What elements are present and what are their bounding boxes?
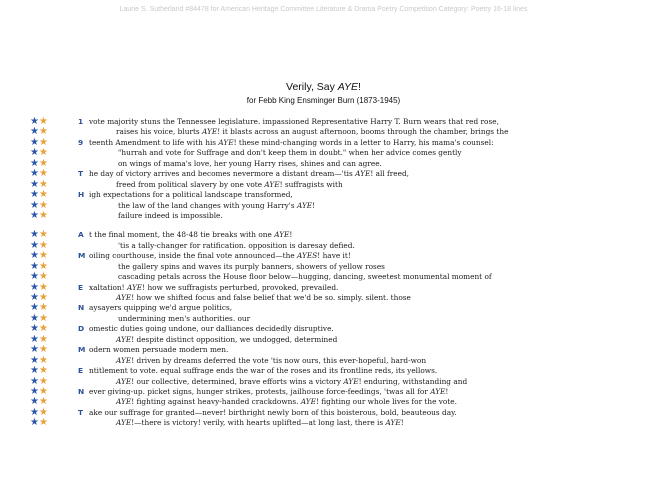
poem-line-text: "hurrah and vote for Suffrage and don't keep them in doubt." when her advice comes gently	[118, 148, 462, 158]
acrostic-letter: N	[78, 303, 85, 313]
gold-star-icon: ★	[38, 312, 48, 324]
gold-star-icon: ★	[38, 178, 48, 190]
blue-star-icon: ★	[30, 354, 39, 366]
blue-star-icon: ★	[30, 209, 39, 221]
gold-star-icon: ★	[38, 136, 48, 148]
blue-star-icon: ★	[30, 271, 39, 283]
gold-star-icon: ★	[38, 157, 48, 169]
gold-star-icon: ★	[38, 417, 48, 429]
poem-line-text: omestic duties going undone, our dalliances decidedly disruptive.	[89, 324, 334, 334]
gold-star-icon: ★	[38, 168, 48, 180]
acrostic-letter: N	[78, 386, 85, 396]
poem-line	[30, 324, 630, 334]
poem-line	[30, 303, 630, 313]
gold-star-icon: ★	[38, 250, 48, 262]
gold-star-icon: ★	[38, 199, 48, 211]
gold-star-icon: ★	[38, 189, 48, 201]
blue-star-icon: ★	[30, 281, 39, 293]
poem-line-text: AYE! how we shifted focus and false belief that we'd be so. simply. silent. those	[116, 293, 411, 302]
acrostic-letter: D	[78, 324, 85, 334]
poem-line	[30, 335, 630, 345]
poem-line-text: AYE! fighting against heavy-handed crackdowns. AYE! fighting our whole lives for the vote.	[116, 397, 457, 407]
blue-star-icon: ★	[30, 250, 39, 262]
poem-line	[30, 138, 630, 148]
poem-line-text: vote majority stuns the Tennessee legislature. impassioned Representative Harry T. Burn wears that red rose,	[89, 117, 499, 126]
poem-line-text: cascading petals across the House floor below—hugging, dancing, sweetest monumental moment of	[118, 272, 492, 282]
poem-title: Verily, Say AYE!	[286, 81, 361, 93]
gold-star-icon: ★	[38, 344, 48, 356]
gold-star-icon: ★	[38, 323, 48, 335]
acrostic-letter: 9	[78, 137, 84, 147]
poem-line-text: the gallery spins and waves its purply banners, showers of yellow roses	[118, 261, 385, 271]
blue-star-icon: ★	[30, 157, 39, 169]
gold-star-icon: ★	[38, 147, 48, 159]
poem-line-text: teenth Amendment to life with his AYE! these mind-changing words in a letter to Harry, his mama's counsel:	[89, 137, 494, 147]
blue-star-icon: ★	[30, 126, 39, 138]
star-icons	[30, 418, 70, 428]
poem-line	[30, 314, 630, 324]
gold-star-icon: ★	[38, 116, 48, 127]
gold-star-icon: ★	[38, 209, 48, 221]
poem-line	[30, 148, 630, 158]
poem-line-text: freed from political slavery by one vote AYE! suffragists with	[116, 179, 343, 189]
poem-line	[30, 180, 630, 190]
poem-line-text: xaltation! AYE! how we suffragists perturbed, provoked, prevailed.	[89, 282, 339, 292]
star-icons	[30, 211, 70, 221]
poem-line	[30, 345, 630, 355]
poem-line-text: undermining men's authorities. our	[118, 313, 251, 323]
blue-star-icon: ★	[30, 385, 39, 397]
poem-line-text: AYE! our collective, determined, brave efforts wins a victory AYE! enduring, withstanding and	[116, 376, 468, 386]
poem-line	[30, 377, 630, 387]
stanza-break	[30, 221, 630, 230]
poem-line-text: igh expectations for a political landscape transformed,	[89, 190, 293, 200]
blue-star-icon: ★	[30, 333, 39, 345]
document-header: Laurie S. Sutherland #84478 for American Heritage Committee Literature & Drama Poetry Competition Category: Poetry 16-18 lines	[119, 6, 528, 13]
blue-star-icon: ★	[30, 239, 39, 251]
gold-star-icon: ★	[38, 375, 48, 387]
poem-line-text: odern women persuade modern men.	[89, 345, 229, 355]
blue-star-icon: ★	[30, 136, 39, 148]
gold-star-icon: ★	[38, 365, 48, 377]
poem-line-text: t the final moment, the 48-48 tie breaks with one AYE!	[89, 230, 293, 240]
blue-star-icon: ★	[30, 260, 39, 272]
blue-star-icon: ★	[30, 365, 39, 377]
gold-star-icon: ★	[38, 292, 48, 303]
poem-line	[30, 251, 630, 261]
poem-line-text: he day of victory arrives and becomes nevermore a distant dream—'tis AYE! all freed,	[89, 169, 409, 179]
gold-star-icon: ★	[38, 260, 48, 272]
gold-star-icon: ★	[38, 239, 48, 251]
gold-star-icon: ★	[38, 354, 48, 366]
poem-line-text: on wings of mama's love, her young Harry rises, shines and can agree.	[118, 158, 382, 168]
blue-star-icon: ★	[30, 396, 39, 408]
acrostic-letter: A	[78, 230, 84, 240]
poem-line-text: the law of the land changes with young Harry's AYE!	[118, 200, 316, 210]
gold-star-icon: ★	[38, 406, 48, 418]
poem-line	[30, 356, 630, 366]
poem-line	[30, 190, 630, 200]
gold-star-icon: ★	[38, 302, 48, 314]
gold-star-icon: ★	[38, 396, 48, 408]
acrostic-letter: T	[78, 169, 84, 179]
gold-star-icon: ★	[38, 333, 48, 345]
blue-star-icon: ★	[30, 147, 39, 159]
poem-line	[30, 211, 630, 221]
acrostic-letter: E	[78, 282, 84, 292]
acrostic-letter: T	[78, 407, 84, 417]
poem-line	[30, 241, 630, 251]
blue-star-icon: ★	[30, 168, 39, 180]
poem-line	[30, 397, 630, 407]
poem-line	[30, 366, 630, 376]
gold-star-icon: ★	[38, 229, 48, 241]
blue-star-icon: ★	[30, 178, 39, 190]
poem-line	[30, 387, 630, 397]
gold-star-icon: ★	[38, 271, 48, 283]
poem-line-text: 'tis a tally-changer for ratification. opposition is daresay defied.	[118, 240, 355, 250]
poem-line	[30, 293, 630, 303]
blue-star-icon: ★	[30, 375, 39, 387]
poem-line-text: ever giving-up. picket signs, hunger strikes, protests, jailhouse force-feedings, 'twas all for AYE!	[89, 386, 449, 396]
acrostic-letter: 1	[78, 117, 84, 126]
poem-line	[30, 127, 630, 137]
acrostic-letter: H	[78, 190, 85, 200]
blue-star-icon: ★	[30, 302, 39, 314]
acrostic-letter: M	[78, 251, 86, 261]
poem-dedication: for Febb King Ensminger Burn (1873-1945)	[246, 96, 401, 105]
blue-star-icon: ★	[30, 199, 39, 211]
poem-line-text: AYE!—there is victory! verily, with hearts uplifted—at long last, there is AYE!	[116, 418, 404, 428]
poem-line-text: ntitlement to vote. equal suffrage ends the war of the roses and its frontline reds, its yellows.	[89, 366, 438, 376]
poem-line-text: raises his voice, blurts AYE! it blasts across an august afternoon, booms through the chamber, brings the	[116, 127, 509, 137]
blue-star-icon: ★	[30, 312, 39, 324]
blue-star-icon: ★	[30, 292, 39, 303]
acrostic-letter: M	[78, 345, 86, 355]
poem-body	[30, 117, 630, 429]
blue-star-icon: ★	[30, 189, 39, 201]
poem-line-text: ake our suffrage for granted—never! birthright newly born of this boisterous, bold, beauteous day.	[89, 407, 457, 417]
poem-line-text: failure indeed is impossible.	[118, 210, 223, 220]
poem-line	[30, 201, 630, 211]
poem-line	[30, 117, 630, 127]
poem-line	[30, 283, 630, 293]
acrostic-letter: E	[78, 366, 84, 376]
gold-star-icon: ★	[38, 281, 48, 293]
gold-star-icon: ★	[38, 126, 48, 138]
blue-star-icon: ★	[30, 417, 39, 429]
poem-line	[30, 230, 630, 240]
blue-star-icon: ★	[30, 406, 39, 418]
blue-star-icon: ★	[30, 344, 39, 356]
poem-line	[30, 408, 630, 418]
blue-star-icon: ★	[30, 229, 39, 241]
gold-star-icon: ★	[38, 385, 48, 397]
poem-line	[30, 272, 630, 282]
blue-star-icon: ★	[30, 116, 39, 127]
poem-line-text: oiling courthouse, inside the final vote announced—the AYES! have it!	[89, 251, 351, 261]
poem-line-text: AYE! driven by dreams deferred the vote 'tis now ours, this ever-hopeful, hard-won	[116, 355, 427, 365]
poem-line	[30, 169, 630, 179]
poem-line-text: AYE! despite distinct opposition, we undogged, determined	[116, 334, 338, 344]
poem-line	[30, 418, 630, 428]
poem-line-text: aysayers quipping we'd argue politics,	[89, 303, 233, 313]
blue-star-icon: ★	[30, 323, 39, 335]
poem-line	[30, 159, 630, 169]
poem-line	[30, 262, 630, 272]
